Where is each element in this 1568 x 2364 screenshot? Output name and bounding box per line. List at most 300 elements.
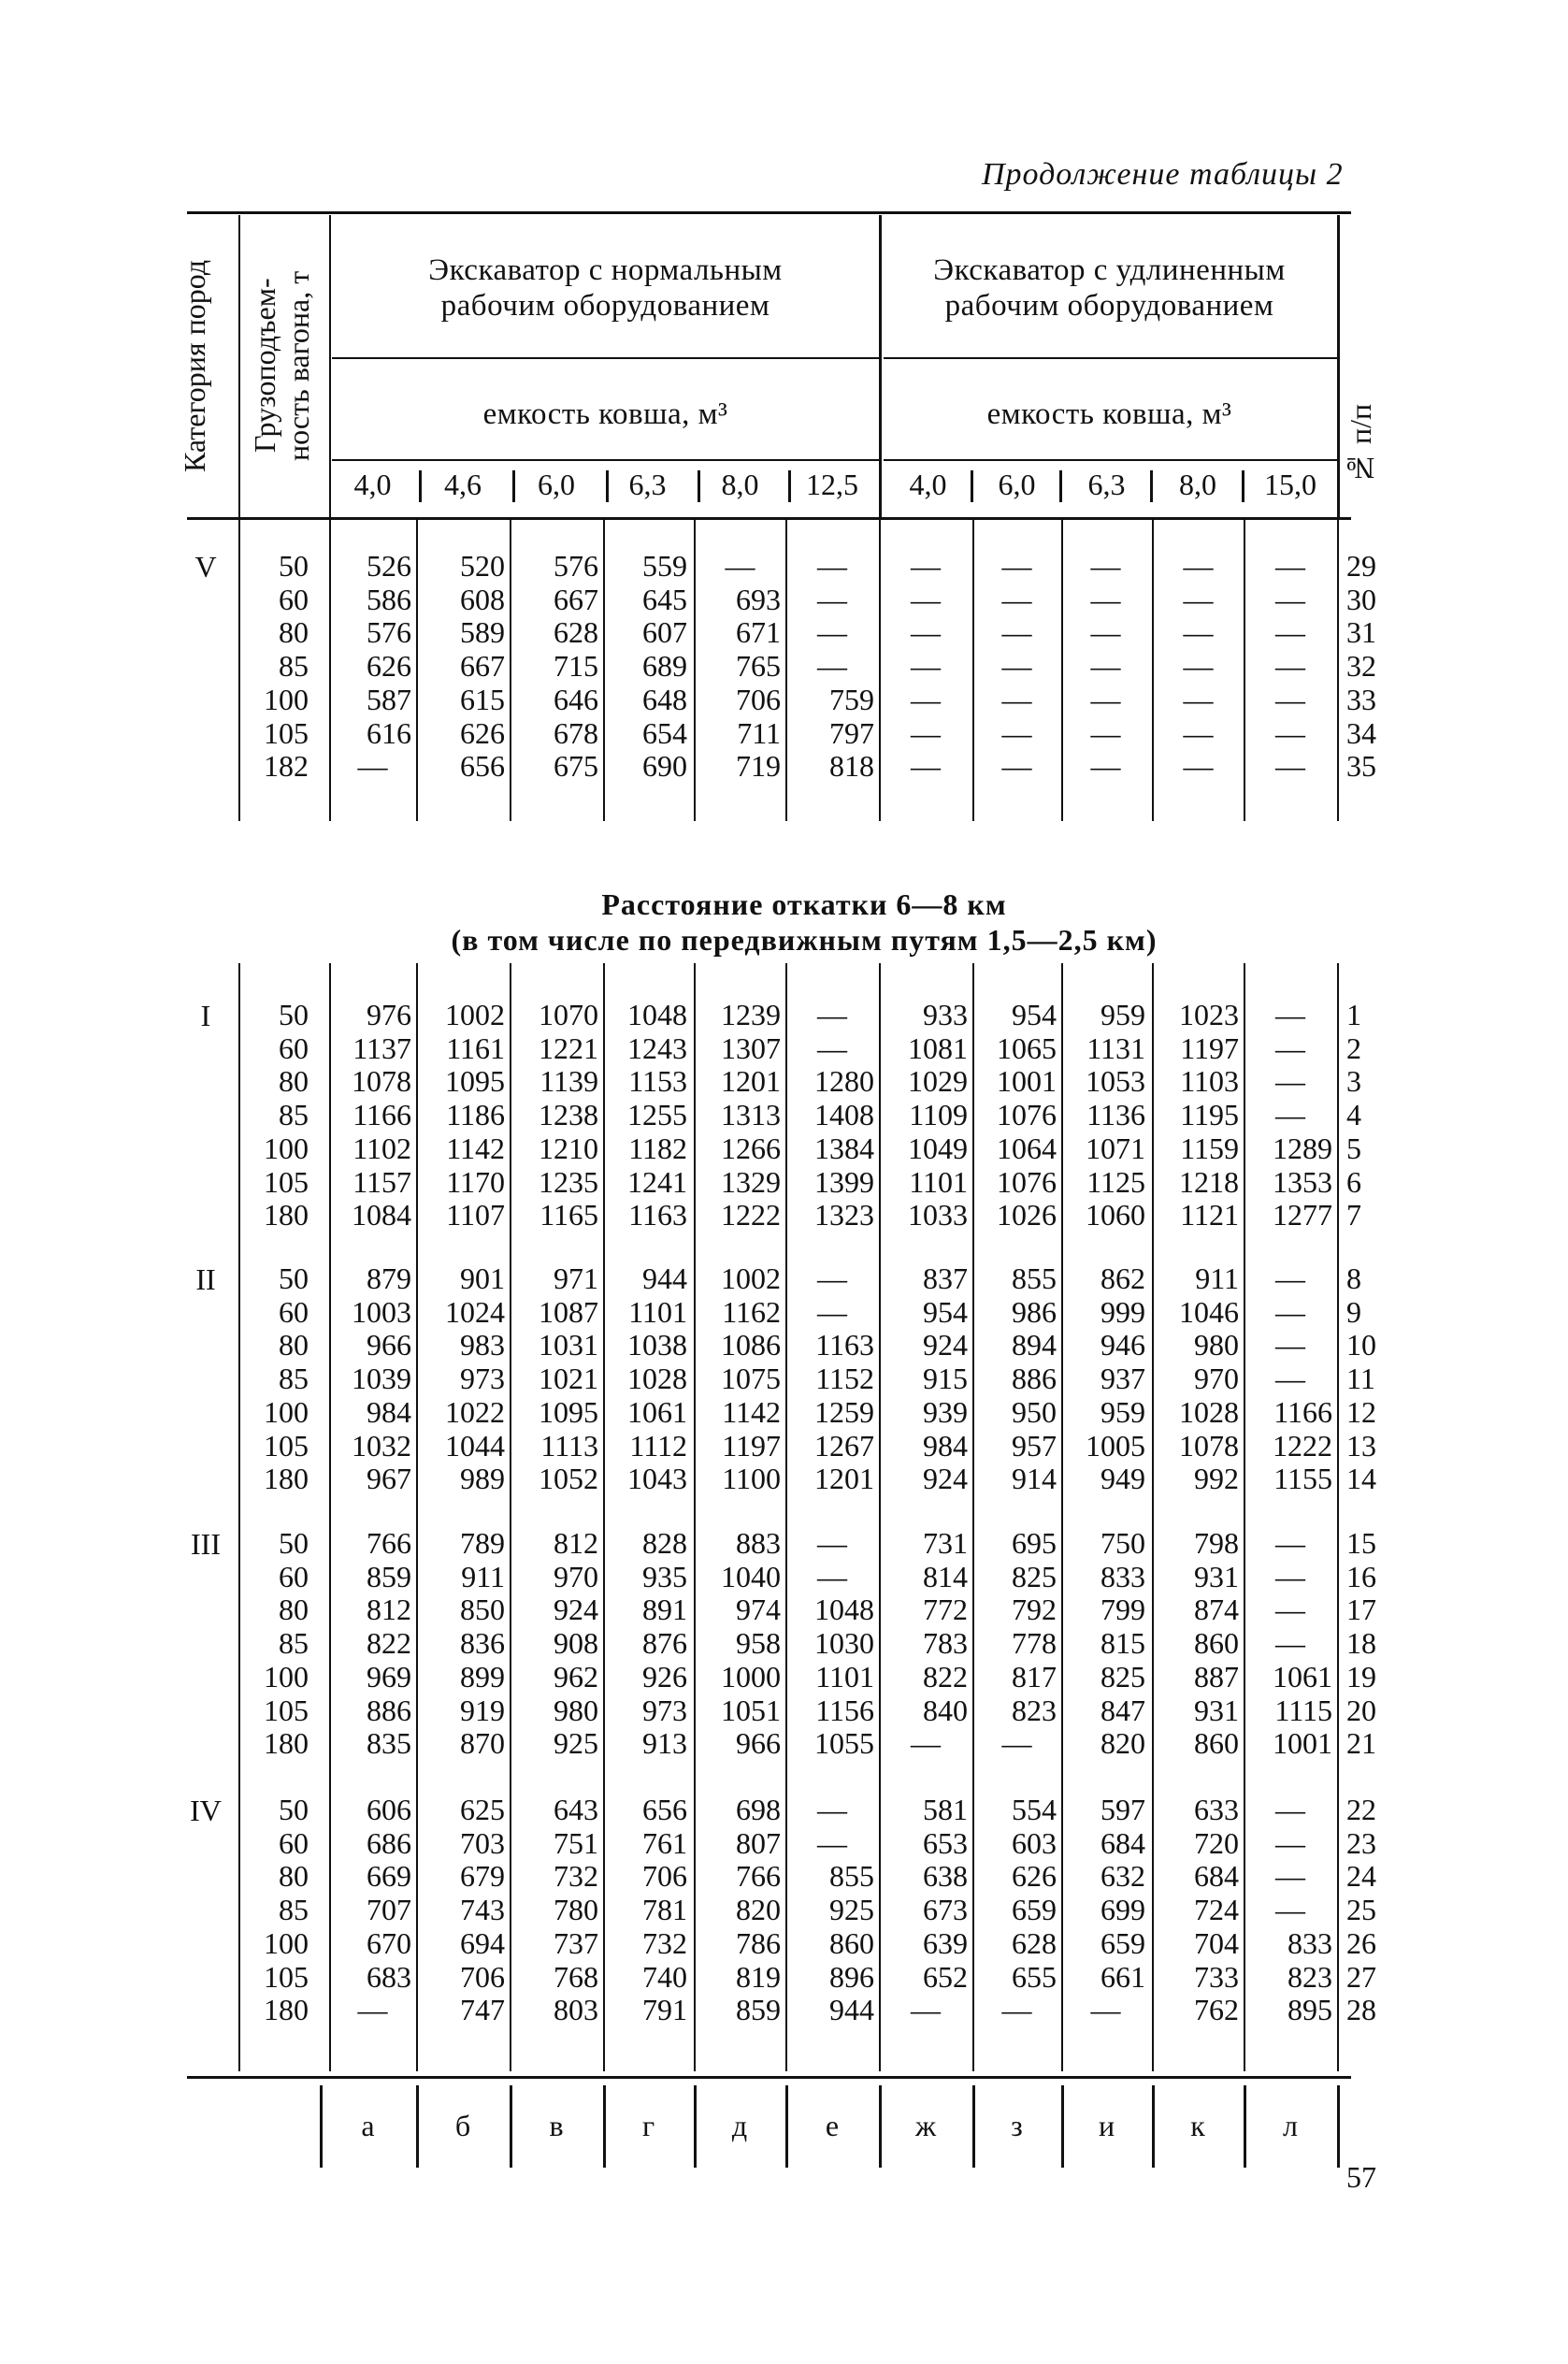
table-cell: 1222 bbox=[721, 1198, 781, 1232]
column-divider bbox=[1337, 963, 1339, 2071]
table-cell: 1165 bbox=[539, 1198, 598, 1232]
table-cell: — bbox=[1275, 1261, 1305, 1295]
table-cell: 80 bbox=[279, 615, 309, 650]
table-cell: 833 bbox=[1287, 1925, 1332, 1960]
table-cell: 766 bbox=[367, 1526, 411, 1560]
row-number: 34 bbox=[1346, 715, 1376, 750]
table-cell: 850 bbox=[460, 1593, 505, 1627]
capacity-values bbox=[241, 1794, 309, 2027]
table-cell: 1070 bbox=[539, 998, 598, 1031]
table-cell: 699 bbox=[1100, 1893, 1145, 1927]
table-column bbox=[977, 550, 1057, 784]
table-cell: 1051 bbox=[721, 1693, 781, 1727]
table-column bbox=[334, 1794, 411, 2027]
table-cell: 1159 bbox=[1180, 1131, 1239, 1165]
table-cell: 526 bbox=[367, 549, 411, 583]
header-divider bbox=[329, 215, 331, 520]
table-column bbox=[1158, 1794, 1239, 2027]
table-cell: 950 bbox=[1012, 1394, 1057, 1429]
column-divider bbox=[1061, 963, 1063, 2071]
table-cell: — bbox=[1183, 682, 1214, 716]
table-cell: 1313 bbox=[721, 1098, 781, 1132]
table-cell: 1255 bbox=[627, 1098, 687, 1132]
table-cell: 949 bbox=[1100, 1462, 1145, 1496]
table-cell: 886 bbox=[367, 1693, 411, 1727]
table-cell: 684 bbox=[1194, 1859, 1239, 1894]
capacity-values bbox=[241, 1527, 309, 1761]
table-cell: 984 bbox=[367, 1394, 411, 1429]
table-cell: 60 bbox=[279, 582, 309, 616]
row-number: 21 bbox=[1346, 1726, 1376, 1761]
table-cell: 944 bbox=[642, 1261, 687, 1295]
table-cell: 772 bbox=[923, 1593, 968, 1627]
table-cell: — bbox=[725, 549, 755, 583]
table-cell: 836 bbox=[460, 1626, 505, 1661]
table-cell: 822 bbox=[367, 1626, 411, 1661]
table-cell: — bbox=[1275, 649, 1305, 684]
table-cell: 100 bbox=[264, 1659, 309, 1694]
table-cell: 1024 bbox=[445, 1294, 505, 1329]
column-letter: б bbox=[454, 2109, 471, 2142]
table-cell: 924 bbox=[923, 1462, 968, 1496]
table-column bbox=[514, 1262, 598, 1496]
table-cell: 667 bbox=[554, 582, 598, 616]
column-divider bbox=[416, 963, 418, 2071]
table-cell: 1201 bbox=[721, 1064, 781, 1099]
table-cell: 1153 bbox=[628, 1064, 687, 1099]
table-column bbox=[699, 1527, 781, 1761]
table-cell: 911 bbox=[1195, 1261, 1239, 1295]
table-cell: 683 bbox=[367, 1959, 411, 1994]
table-cell: — bbox=[1090, 582, 1121, 616]
table-cell: 959 bbox=[1100, 998, 1145, 1031]
table-cell: 1210 bbox=[539, 1131, 598, 1165]
table-cell: 924 bbox=[923, 1328, 968, 1362]
table-cell: 883 bbox=[736, 1526, 781, 1560]
table-cell: 957 bbox=[1012, 1428, 1057, 1463]
table-cell: — bbox=[1001, 649, 1032, 684]
table-cell: 1241 bbox=[627, 1164, 687, 1199]
table-cell: 814 bbox=[923, 1559, 968, 1593]
table-cell: 1086 bbox=[721, 1328, 781, 1362]
letter-divider bbox=[1244, 2085, 1246, 2168]
table-cell: — bbox=[1275, 1793, 1305, 1826]
table-cell: 833 bbox=[1100, 1559, 1145, 1593]
row-number: 2 bbox=[1346, 1031, 1361, 1065]
row-number: 19 bbox=[1346, 1659, 1376, 1694]
header-caprule-extended bbox=[884, 459, 1337, 461]
table-cell: — bbox=[1275, 1825, 1305, 1860]
table-cell: 778 bbox=[1012, 1626, 1057, 1661]
header-subrule-extended bbox=[884, 357, 1337, 359]
table-cell: 789 bbox=[460, 1526, 505, 1560]
capacity-divider bbox=[1059, 470, 1062, 502]
table-cell: 615 bbox=[460, 682, 505, 716]
table-cell: 815 bbox=[1100, 1626, 1145, 1661]
table-column bbox=[1066, 1262, 1145, 1496]
bucket-capacity-label: 4,0 bbox=[353, 468, 392, 501]
table-cell: 992 bbox=[1194, 1462, 1239, 1496]
table-cell: — bbox=[1275, 1064, 1305, 1099]
table-cell: 812 bbox=[554, 1526, 598, 1560]
table-cell: 690 bbox=[642, 749, 687, 784]
column-divider bbox=[238, 520, 240, 821]
table-cell: — bbox=[911, 715, 941, 750]
table-cell: 980 bbox=[1194, 1328, 1239, 1362]
table-cell: 1061 bbox=[1273, 1659, 1332, 1694]
table-column bbox=[334, 999, 411, 1232]
category-label: II bbox=[195, 1262, 216, 1296]
column-divider bbox=[694, 963, 696, 2071]
table-cell: 761 bbox=[642, 1825, 687, 1860]
table-cell: 1076 bbox=[997, 1164, 1057, 1199]
table-cell: 1166 bbox=[352, 1098, 411, 1132]
table-cell: 1197 bbox=[1180, 1031, 1239, 1065]
table-cell: 105 bbox=[264, 1693, 309, 1727]
table-cell: 1218 bbox=[1179, 1164, 1239, 1199]
header-divider bbox=[238, 215, 240, 520]
table-cell: 847 bbox=[1100, 1693, 1145, 1727]
table-cell: 80 bbox=[279, 1859, 309, 1894]
table-cell: 724 bbox=[1194, 1893, 1239, 1927]
table-cell: 1060 bbox=[1086, 1198, 1145, 1232]
table-column bbox=[334, 1527, 411, 1761]
table-cell: 616 bbox=[367, 715, 411, 750]
table-cell: — bbox=[817, 649, 847, 684]
table-cell: 915 bbox=[923, 1362, 968, 1396]
table-cell: 1095 bbox=[539, 1394, 598, 1429]
bucket-label-extended: емкость ковша, м³ bbox=[986, 397, 1232, 431]
row-number: 11 bbox=[1346, 1362, 1375, 1396]
table-cell: 1071 bbox=[1086, 1131, 1145, 1165]
table-cell: 1001 bbox=[1273, 1726, 1332, 1761]
table-cell: 966 bbox=[367, 1328, 411, 1362]
row-number: 23 bbox=[1346, 1825, 1376, 1860]
table-cell: — bbox=[1275, 1626, 1305, 1661]
table-cell: 1028 bbox=[627, 1362, 687, 1396]
table-column bbox=[884, 1527, 968, 1761]
table-cell: 1222 bbox=[1273, 1428, 1332, 1463]
table-cell: 1142 bbox=[722, 1394, 781, 1429]
table-cell: 969 bbox=[367, 1659, 411, 1694]
table-cell: — bbox=[1183, 549, 1214, 583]
category-column-label: Категория пород bbox=[178, 259, 211, 472]
table-cell: 625 bbox=[460, 1793, 505, 1826]
table-cell: 989 bbox=[460, 1462, 505, 1496]
table-cell: 931 bbox=[1194, 1559, 1239, 1593]
table-cell: 675 bbox=[554, 749, 598, 784]
table-cell: 750 bbox=[1100, 1526, 1145, 1560]
table-cell: 85 bbox=[279, 1098, 309, 1132]
table-cell: 731 bbox=[923, 1526, 968, 1560]
table-top-rule bbox=[187, 211, 1351, 214]
row-number: 35 bbox=[1346, 749, 1376, 784]
table-column bbox=[608, 1527, 687, 1761]
table-cell: 1166 bbox=[1273, 1394, 1332, 1429]
table-column bbox=[1158, 1262, 1239, 1496]
section-title: Расстояние откатки 6—8 км (в том числе по передвижным путям 1,5—2,5 км) bbox=[451, 887, 1158, 957]
table-column bbox=[421, 550, 505, 784]
table-cell: 797 bbox=[829, 715, 874, 750]
bucket-capacity-label: 12,5 bbox=[806, 468, 858, 501]
table-column bbox=[421, 1527, 505, 1761]
table-cell: 925 bbox=[554, 1726, 598, 1761]
table-column bbox=[514, 999, 598, 1232]
table-cell: 855 bbox=[829, 1859, 874, 1894]
table-cell: 1157 bbox=[352, 1164, 411, 1199]
table-cell: 694 bbox=[460, 1925, 505, 1960]
table-cell: 50 bbox=[279, 1793, 309, 1826]
category-label: IV bbox=[190, 1794, 222, 1827]
table-cell: 879 bbox=[367, 1261, 411, 1295]
row-number: 24 bbox=[1346, 1859, 1376, 1894]
table-column bbox=[790, 550, 874, 784]
column-letter: д bbox=[731, 2109, 748, 2142]
table-cell: 1048 bbox=[627, 998, 687, 1031]
table-cell: 648 bbox=[642, 682, 687, 716]
table-cell: 1152 bbox=[815, 1362, 874, 1396]
table-cell: 737 bbox=[554, 1925, 598, 1960]
table-cell: 798 bbox=[1194, 1526, 1239, 1560]
header-bottom-rule bbox=[187, 517, 1351, 520]
table-cell: 970 bbox=[554, 1559, 598, 1593]
table-cell: 1028 bbox=[1179, 1394, 1239, 1429]
table-cell: 1101 bbox=[909, 1164, 968, 1199]
table-cell: 559 bbox=[642, 549, 687, 583]
column-divider bbox=[329, 963, 331, 2071]
table-cell: 1161 bbox=[446, 1031, 505, 1065]
table-continuation-caption: Продолжение таблицы 2 bbox=[982, 157, 1344, 192]
table-cell: — bbox=[1090, 549, 1121, 583]
table-cell: — bbox=[817, 549, 847, 583]
table-cell: 1044 bbox=[445, 1428, 505, 1463]
table-cell: — bbox=[911, 615, 941, 650]
table-cell: 926 bbox=[642, 1659, 687, 1694]
table-cell: 715 bbox=[554, 649, 598, 684]
table-cell: 786 bbox=[736, 1925, 781, 1960]
row-number-values bbox=[1346, 1794, 1393, 2027]
table-cell: — bbox=[1001, 615, 1032, 650]
capacity-divider bbox=[1242, 470, 1244, 502]
table-cell: 597 bbox=[1100, 1793, 1145, 1826]
letter-divider bbox=[510, 2085, 512, 2168]
column-divider bbox=[238, 963, 240, 2071]
table-cell: 50 bbox=[279, 549, 309, 583]
column-divider bbox=[1337, 520, 1339, 821]
table-cell: — bbox=[817, 1559, 847, 1593]
table-cell: — bbox=[911, 582, 941, 616]
table-cell: 740 bbox=[642, 1959, 687, 1994]
table-cell: 886 bbox=[1012, 1362, 1057, 1396]
table-cell: — bbox=[1275, 682, 1305, 716]
letter-divider bbox=[1152, 2085, 1155, 2168]
capacity-divider bbox=[419, 470, 422, 502]
table-cell: 626 bbox=[460, 715, 505, 750]
table-cell: 100 bbox=[264, 682, 309, 716]
table-cell: 895 bbox=[1287, 1993, 1332, 2027]
table-cell: 759 bbox=[829, 682, 874, 716]
table-cell: 1353 bbox=[1273, 1164, 1332, 1199]
table-column bbox=[1158, 550, 1239, 784]
table-cell: 1061 bbox=[627, 1394, 687, 1429]
table-column bbox=[514, 1794, 598, 2027]
bucket-capacity-label: 6,3 bbox=[1087, 468, 1126, 501]
table-cell: 935 bbox=[642, 1559, 687, 1593]
row-number: 1 bbox=[1346, 998, 1361, 1031]
table-column bbox=[608, 1794, 687, 2027]
table-cell: 791 bbox=[642, 1993, 687, 2027]
table-cell: — bbox=[1001, 715, 1032, 750]
table-cell: 1131 bbox=[1086, 1031, 1145, 1065]
row-number: 22 bbox=[1346, 1793, 1376, 1826]
table-cell: 967 bbox=[367, 1462, 411, 1496]
table-cell: 1109 bbox=[909, 1098, 968, 1132]
table-cell: 823 bbox=[1012, 1693, 1057, 1727]
capacity-divider bbox=[1150, 470, 1153, 502]
row-number: 4 bbox=[1346, 1098, 1361, 1132]
table-cell: — bbox=[817, 582, 847, 616]
table-cell: 919 bbox=[460, 1693, 505, 1727]
table-cell: 954 bbox=[923, 1294, 968, 1329]
table-cell: 704 bbox=[1194, 1925, 1239, 1960]
table-cell: 983 bbox=[460, 1328, 505, 1362]
table-cell: — bbox=[1001, 1993, 1032, 2027]
table-cell: 825 bbox=[1012, 1559, 1057, 1593]
table-cell: 656 bbox=[460, 749, 505, 784]
row-number: 32 bbox=[1346, 649, 1376, 684]
table-cell: 1075 bbox=[721, 1362, 781, 1396]
capacity-values bbox=[241, 999, 309, 1232]
table-cell: 678 bbox=[554, 715, 598, 750]
table-cell: 820 bbox=[1100, 1726, 1145, 1761]
table-cell: 1000 bbox=[721, 1659, 781, 1694]
table-cell: 768 bbox=[554, 1959, 598, 1994]
letter-divider bbox=[879, 2085, 882, 2168]
bucket-capacity-label: 6,3 bbox=[628, 468, 667, 501]
table-cell: 1329 bbox=[721, 1164, 781, 1199]
table-cell: 860 bbox=[829, 1925, 874, 1960]
table-cell: 1081 bbox=[908, 1031, 968, 1065]
table-cell: 914 bbox=[1012, 1462, 1057, 1496]
table-column bbox=[790, 1527, 874, 1761]
row-number: 5 bbox=[1346, 1131, 1361, 1165]
table-cell: — bbox=[1275, 1893, 1305, 1927]
table-cell: 655 bbox=[1012, 1959, 1057, 1994]
table-cell: — bbox=[817, 1526, 847, 1560]
table-cell: — bbox=[1275, 1031, 1305, 1065]
table-cell: — bbox=[911, 1993, 941, 2027]
table-cell: 1136 bbox=[1086, 1098, 1145, 1132]
table-cell: 931 bbox=[1194, 1693, 1239, 1727]
table-cell: 638 bbox=[923, 1859, 968, 1894]
table-cell: 859 bbox=[736, 1993, 781, 2027]
table-cell: 946 bbox=[1100, 1328, 1145, 1362]
table-cell: 1323 bbox=[814, 1198, 874, 1232]
table-cell: 823 bbox=[1287, 1959, 1332, 1994]
column-divider bbox=[972, 963, 974, 2071]
table-cell: — bbox=[1090, 715, 1121, 750]
table-cell: 589 bbox=[460, 615, 505, 650]
table-column bbox=[1066, 999, 1145, 1232]
table-cell: 766 bbox=[736, 1859, 781, 1894]
table-cell: 765 bbox=[736, 649, 781, 684]
table-cell: 1399 bbox=[814, 1164, 874, 1199]
column-divider bbox=[785, 963, 787, 2071]
table-cell: — bbox=[1090, 1993, 1121, 2027]
table-cell: — bbox=[1183, 715, 1214, 750]
column-divider bbox=[879, 963, 881, 2071]
table-cell: 1121 bbox=[1180, 1198, 1239, 1232]
table-column bbox=[334, 1262, 411, 1496]
table-cell: — bbox=[817, 1294, 847, 1329]
table-column bbox=[608, 1262, 687, 1496]
table-cell: 669 bbox=[367, 1859, 411, 1894]
header-caprule-normal bbox=[332, 459, 879, 461]
table-cell: 689 bbox=[642, 649, 687, 684]
table-cell: 1026 bbox=[997, 1198, 1057, 1232]
table-cell: 891 bbox=[642, 1593, 687, 1627]
row-number: 25 bbox=[1346, 1893, 1376, 1927]
table-cell: 603 bbox=[1012, 1825, 1057, 1860]
table-cell: 520 bbox=[460, 549, 505, 583]
letter-divider bbox=[694, 2085, 697, 2168]
table-cell: 50 bbox=[279, 1261, 309, 1295]
table-cell: — bbox=[911, 649, 941, 684]
table-cell: 1032 bbox=[352, 1428, 411, 1463]
column-divider bbox=[972, 520, 974, 821]
table-cell: — bbox=[1090, 682, 1121, 716]
capacity-values bbox=[241, 550, 309, 784]
table-cell: 966 bbox=[736, 1726, 781, 1761]
bucket-capacity-label: 8,0 bbox=[721, 468, 759, 501]
table-cell: 792 bbox=[1012, 1593, 1057, 1627]
column-divider bbox=[1061, 520, 1063, 821]
column-letter: и bbox=[1098, 2109, 1115, 2142]
table-cell: 85 bbox=[279, 1626, 309, 1661]
table-cell: 874 bbox=[1194, 1593, 1239, 1627]
table-cell: 711 bbox=[737, 715, 781, 750]
row-number: 28 bbox=[1346, 1993, 1376, 2027]
table-column bbox=[884, 550, 968, 784]
table-cell: 939 bbox=[923, 1394, 968, 1429]
table-cell: 1040 bbox=[721, 1559, 781, 1593]
row-number: 12 bbox=[1346, 1394, 1376, 1429]
table-cell: 1087 bbox=[539, 1294, 598, 1329]
letter-divider bbox=[1337, 2085, 1340, 2168]
row-number: 17 bbox=[1346, 1593, 1376, 1627]
row-number: 29 bbox=[1346, 549, 1376, 583]
table-cell: 780 bbox=[554, 1893, 598, 1927]
table-cell: — bbox=[1183, 582, 1214, 616]
table-cell: 1277 bbox=[1273, 1198, 1332, 1232]
table-cell: 182 bbox=[264, 749, 309, 784]
table-cell: — bbox=[817, 1825, 847, 1860]
table-cell: 812 bbox=[367, 1593, 411, 1627]
table-cell: 1162 bbox=[722, 1294, 781, 1329]
table-column bbox=[608, 999, 687, 1232]
table-cell: 1170 bbox=[446, 1164, 505, 1199]
table-cell: 743 bbox=[460, 1893, 505, 1927]
table-cell: 1052 bbox=[539, 1462, 598, 1496]
table-cell: 751 bbox=[554, 1825, 598, 1860]
table-cell: 980 bbox=[554, 1693, 598, 1727]
table-cell: 954 bbox=[1012, 998, 1057, 1031]
table-cell: — bbox=[1275, 1859, 1305, 1894]
table-cell: — bbox=[357, 1993, 388, 2027]
table-cell: — bbox=[911, 682, 941, 716]
bucket-capacity-label: 6,0 bbox=[998, 468, 1036, 501]
row-number-values bbox=[1346, 999, 1393, 1232]
